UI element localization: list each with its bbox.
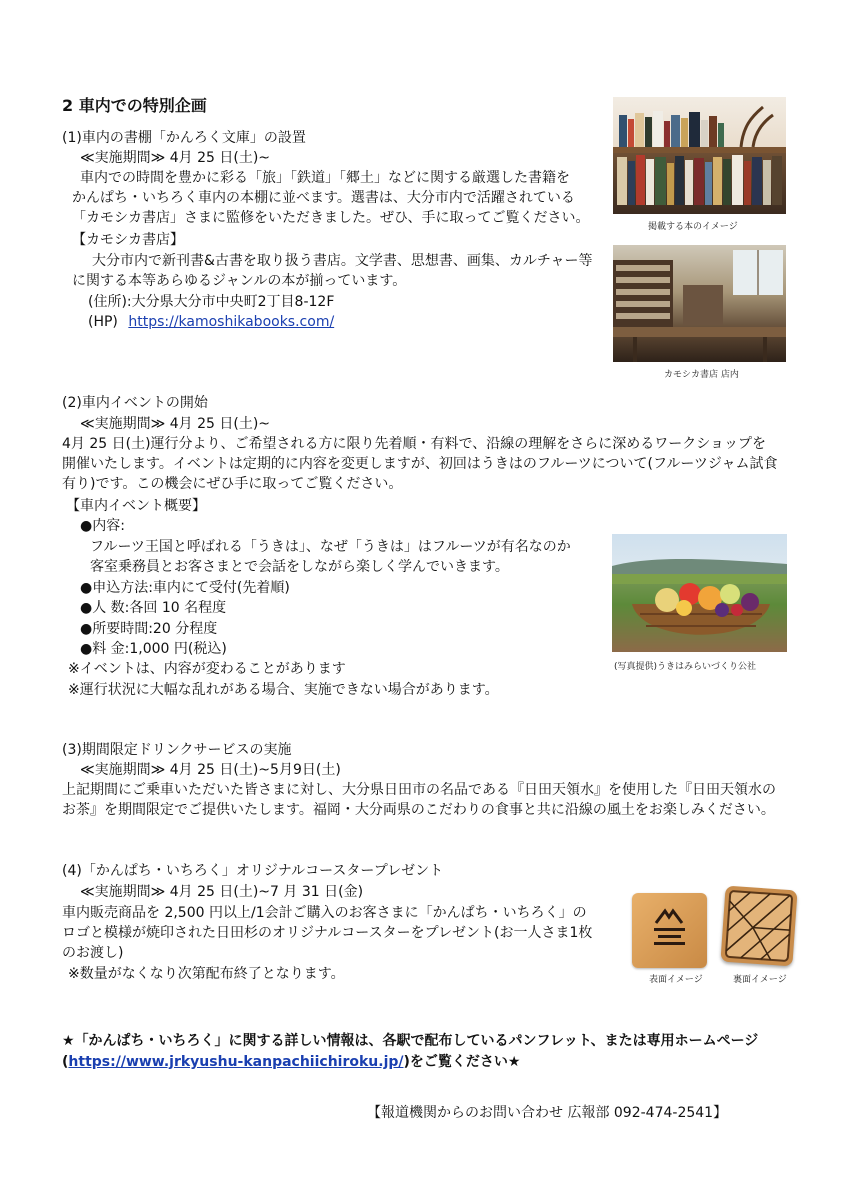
shop-caption: カモシカ書店 店内 bbox=[664, 370, 739, 380]
s2-item: ●申込方法:車内にて受付(先着順) bbox=[80, 580, 290, 596]
s3-body-line: 上記期間にご乗車いただいた皆さまに対し、大分県日田市の名品である『日田天領水』を使用した『日田天領水の bbox=[62, 782, 776, 798]
s3-body-line: お茶』を期間限定でご提供いたします。福岡・大分両県のこだわりの食事と共に沿線の風土をお楽しみください。 bbox=[62, 802, 775, 818]
bookshelf-caption: 掲載する本のイメージ bbox=[648, 222, 738, 232]
s4-body-line: のお渡し) bbox=[62, 945, 124, 961]
s2-body-line: 4月 25 日(土)運行分より、ご希望される方に限り先着順・有料で、沿線の理解をさらに深めるワークショップを bbox=[62, 436, 766, 452]
s1-period: ≪実施期間≫ 4月 25 日(土)~ bbox=[80, 150, 271, 166]
s1-shop-heading: 【カモシカ書店】 bbox=[72, 232, 184, 248]
s2-heading: (2)車内イベントの開始 bbox=[62, 395, 208, 411]
s1-shop-line: に関する本等あらゆるジャンルの本が揃っています。 bbox=[72, 273, 407, 289]
coaster-front-caption: 表面イメージ bbox=[649, 975, 703, 985]
footer-info-line: ★「かんぱち・いちろく」に関する詳しい情報は、各駅で配布しているパンフレット、または専用ホームページ bbox=[62, 1033, 759, 1049]
s1-body-line: かんぱち・いちろく車内の本棚に並べます。選書は、大分市内で活躍されている bbox=[72, 190, 575, 206]
s4-body-line: 車内販売商品を 2,500 円以上/1会計ご購入のお客さまに「かんぱち・いちろく」の bbox=[62, 905, 587, 921]
s2-note: ※運行状況に大幅な乱れがある場合、実施できない場合があります。 bbox=[68, 682, 499, 698]
s4-note: ※数量がなくなり次第配布終了となります。 bbox=[68, 966, 345, 982]
s1-hp-label: (HP) bbox=[88, 314, 118, 330]
coaster-front-image bbox=[632, 893, 707, 968]
fruit-caption: (写真提供)うきはみらいづくり公社 bbox=[614, 662, 757, 672]
s1-address: (住所):大分県大分市中央町2丁目8-12F bbox=[88, 294, 335, 310]
s2-content-label: ●内容: bbox=[80, 518, 125, 534]
s2-content-line: 客室乗務員とお客さまとで会話をしながら楽しく学んでいきます。 bbox=[90, 559, 509, 575]
s3-period: ≪実施期間≫ 4月 25 日(土)~5月9日(土) bbox=[80, 762, 341, 778]
fruit-illustration bbox=[612, 534, 787, 652]
kanpachi-ichiroku-link[interactable]: https://www.jrkyushu-kanpachiichiroku.jp/ bbox=[68, 1054, 404, 1070]
footer-paren: ( bbox=[62, 1054, 69, 1070]
s2-content-line: フルーツ王国と呼ばれる「うきは」、なぜ「うきは」はフルーツが有名なのか bbox=[90, 539, 571, 555]
s2-body-line: 有り)です。この機会にぜひ手に取ってご覧ください。 bbox=[62, 476, 403, 492]
bookshelf-photo bbox=[613, 97, 786, 214]
shop-illustration bbox=[613, 245, 786, 362]
s1-shop-line: 大分市内で新刊書&古書を取り扱う書店。文学書、思想書、画集、カルチャー等 bbox=[92, 253, 593, 269]
coaster-back-image bbox=[720, 886, 797, 967]
s2-item: ●所要時間:20 分程度 bbox=[80, 621, 218, 637]
s4-heading: (4)「かんぱち・いちろく」オリジナルコースタープレゼント bbox=[62, 863, 444, 879]
section-title: 2 車内での特別企画 bbox=[62, 96, 207, 115]
footer-url-line bbox=[62, 1052, 520, 1072]
s1-hp-row bbox=[88, 312, 334, 332]
coaster-pattern-icon bbox=[720, 886, 797, 967]
fruit-basket-photo bbox=[612, 534, 787, 652]
s2-note: ※イベントは、内容が変わることがあります bbox=[68, 661, 346, 677]
press-contact: 【報道機関からのお問い合わせ 広報部 092-474-2541】 bbox=[367, 1105, 728, 1121]
s1-heading: (1)車内の書棚「かんろく文庫」の設置 bbox=[62, 130, 306, 146]
s2-item: ●人 数:各回 10 名程度 bbox=[80, 600, 227, 616]
s2-period: ≪実施期間≫ 4月 25 日(土)~ bbox=[80, 416, 271, 432]
s2-item: ●料 金:1,000 円(税込) bbox=[80, 641, 227, 657]
s4-period: ≪実施期間≫ 4月 25 日(土)~7 月 31 日(金) bbox=[80, 884, 364, 900]
s2-overview-heading: 【車内イベント概要】 bbox=[66, 498, 206, 514]
s4-body-line: ロゴと模様が焼印された日田杉のオリジナルコースターをプレゼント(お一人さま1枚 bbox=[62, 925, 593, 941]
s1-body-line: 車内での時間を豊かに彩る「旅」「鉄道」「郷土」などに関する厳選した書籍を bbox=[80, 170, 570, 186]
coaster-logo-icon bbox=[632, 893, 707, 968]
s2-body-line: 開催いたします。イベントは定期的に内容を変更しますが、初回はうきはのフルーツについて(フルーツジャム試食 bbox=[62, 456, 778, 472]
kamoshika-link[interactable]: https://kamoshikabooks.com/ bbox=[128, 314, 335, 330]
s1-body-line: 「カモシカ書店」さまに監修をいただきました。ぜひ、手に取ってご覧ください。 bbox=[72, 210, 590, 226]
s3-heading: (3)期間限定ドリンクサービスの実施 bbox=[62, 742, 292, 758]
shop-interior-photo bbox=[613, 245, 786, 362]
footer-line2-rest: )をご覧ください★ bbox=[403, 1054, 521, 1070]
books-illustration bbox=[613, 97, 786, 214]
coaster-back-caption: 裏面イメージ bbox=[733, 975, 787, 985]
